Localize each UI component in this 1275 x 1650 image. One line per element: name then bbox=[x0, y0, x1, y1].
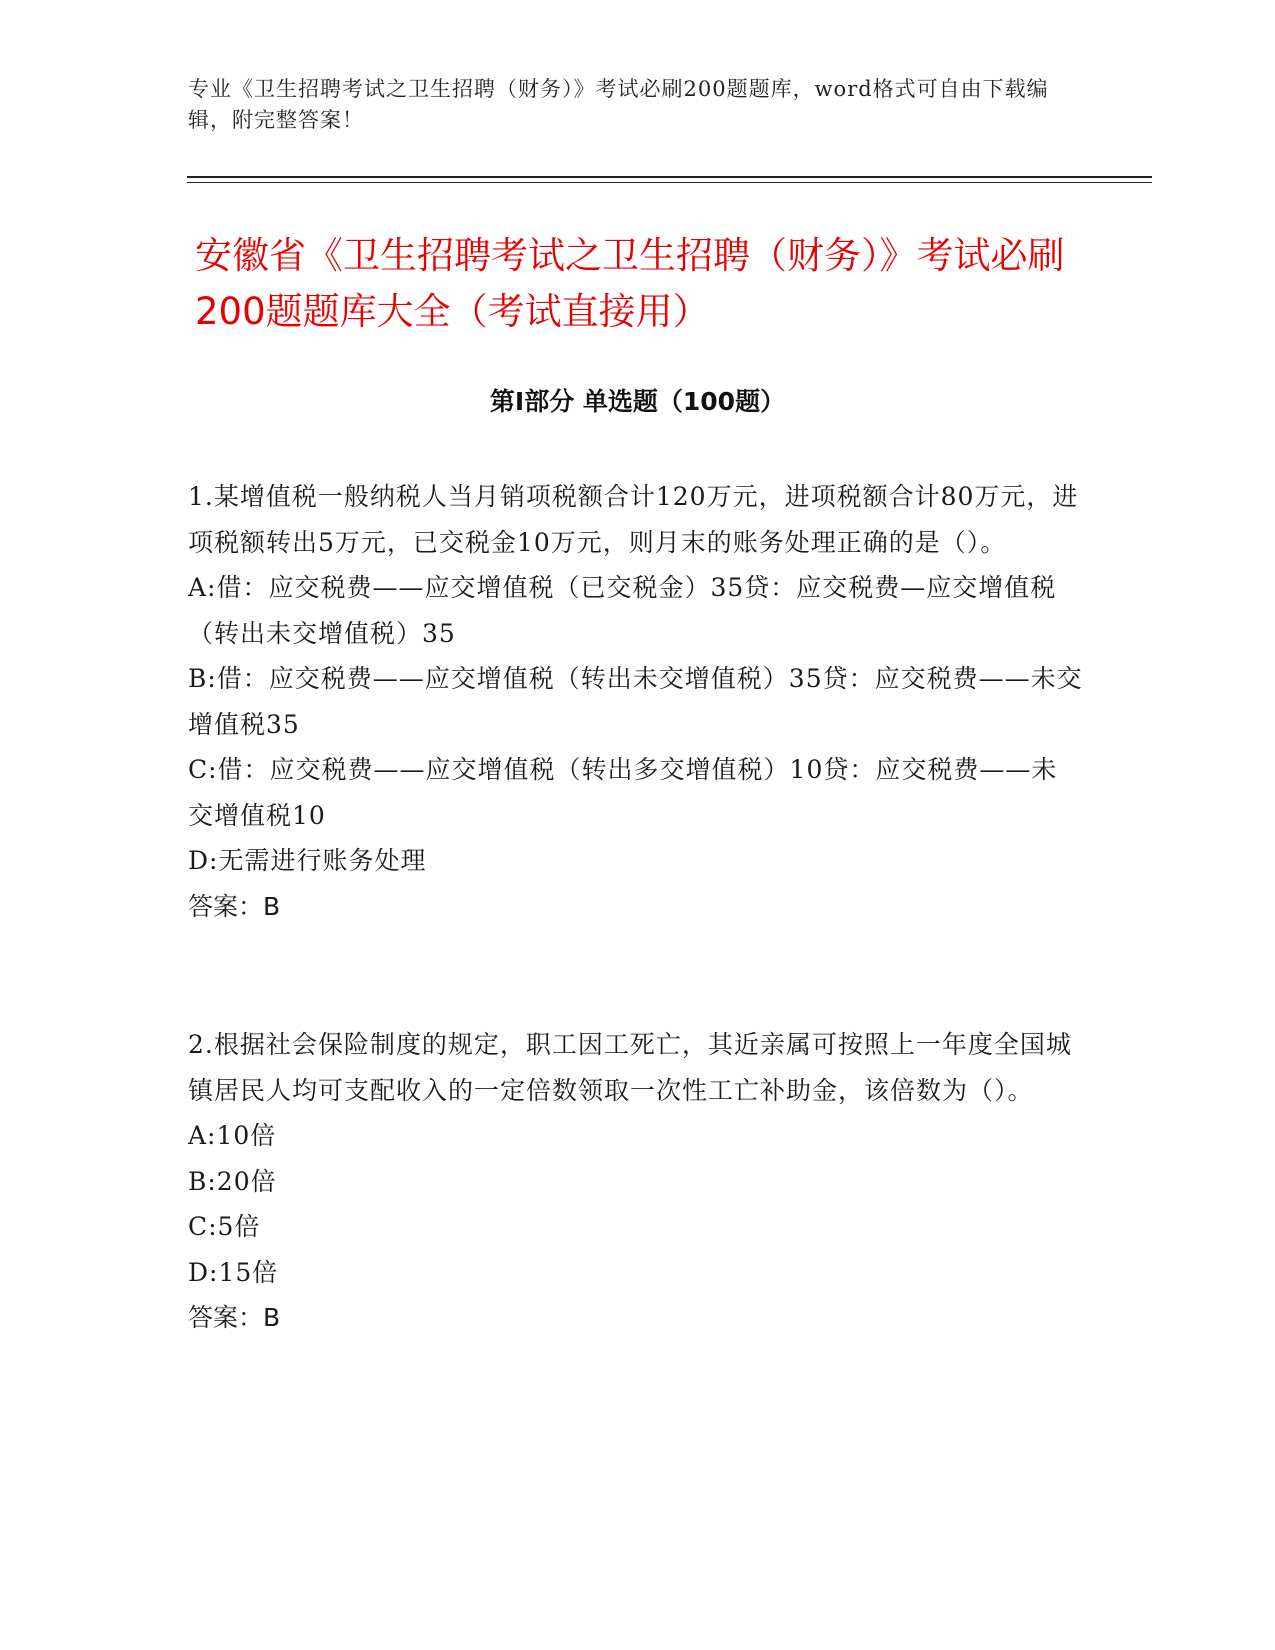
option-a: A:借：应交税费——应交增值税（已交税金）35贷：应交税费—应交增值税（转出未交增值税）35 bbox=[188, 573, 1057, 648]
option-c: C:5倍 bbox=[188, 1212, 261, 1241]
header-divider-thick bbox=[187, 176, 1152, 178]
option-c: C:借：应交税费——应交增值税（转出多交增值税）10贷：应交税费——未交增值税10 bbox=[188, 755, 1058, 830]
option-a: A:10倍 bbox=[188, 1121, 277, 1150]
option-d: D:15倍 bbox=[188, 1257, 279, 1287]
section-heading: 第I部分 单选题（100题） bbox=[489, 387, 786, 416]
answer-text: 答案：B bbox=[188, 891, 281, 921]
question-2 bbox=[188, 1022, 1083, 1341]
question-1 bbox=[188, 474, 1083, 929]
option-d: D:无需进行账务处理 bbox=[188, 846, 427, 875]
header-divider-thin bbox=[187, 182, 1152, 183]
option-b: B:借：应交税费——应交增值税（转出未交增值税）35贷：应交税费——未交增值税35 bbox=[188, 664, 1083, 739]
question-stem: 1.某增值税一般纳税人当月销项税额合计120万元，进项税额合计80万元，进项税额转出5万元，已交税金10万元，则月末的账务处理正确的是（）。 bbox=[188, 482, 1079, 557]
answer-text: 答案：B bbox=[188, 1303, 281, 1332]
document-title: 安徽省《卫生招聘考试之卫生招聘（财务）》考试必刷200题题库大全（考试直接用） bbox=[195, 234, 1065, 333]
question-stem: 2.根据社会保险制度的规定，职工因工死亡，其近亲属可按照上一年度全国城镇居民人均可支配收入的一定倍数领取一次性工亡补助金，该倍数为（）。 bbox=[188, 1030, 1072, 1105]
option-b: B:20倍 bbox=[188, 1166, 277, 1196]
header-note: 专业《卫生招聘考试之卫生招聘（财务）》考试必刷200题题库，word格式可自由下载编辑，附完整答案！ bbox=[188, 77, 1049, 132]
